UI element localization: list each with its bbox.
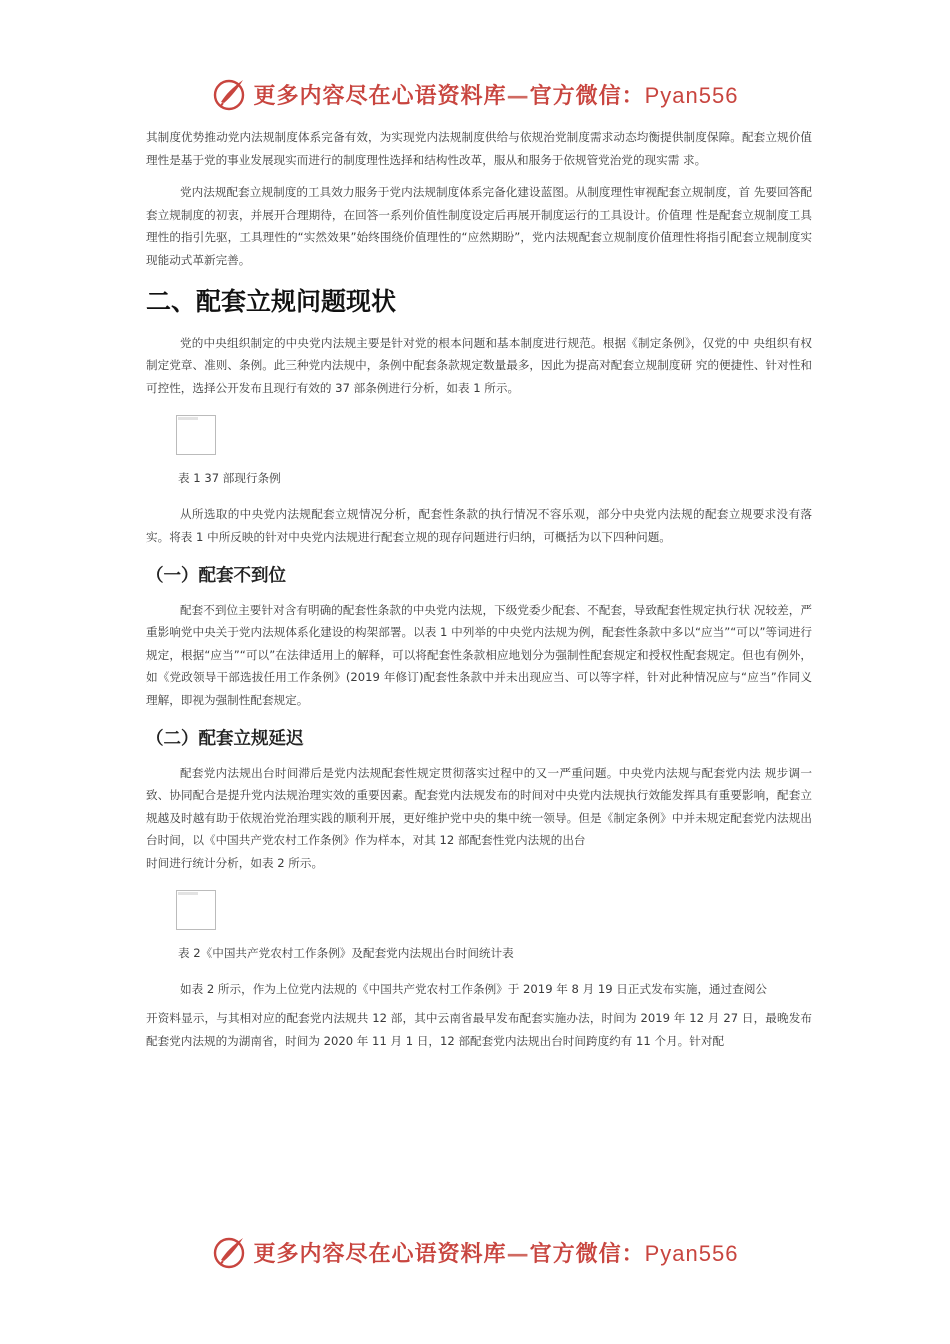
- table-2-caption: 表 2《中国共产党农村工作条例》及配套党内法规出台时间统计表: [178, 946, 514, 961]
- paragraph-6: 配套党内法规出台时间滞后是党内法规配套性规定贯彻落实过程中的又一严重问题。中央党内法规与配套党内法 规步调一致、协同配合是提升党内法规治理实效的重要因素。配套党内法规发布的时间对中央党内法规执行效能发挥具有重要影响，配套立规越及时越有助于依规治党治理实践的顺利开展，更好维护党中央的集中统一领导。但是《制定条例》中并未规定配套党内法规出台时间，以《中国共产党农村工作条例》作为样本，对其 12 部配套性党内法规的出台: [146, 765, 812, 848]
- table-1-image-placeholder: [176, 415, 216, 455]
- footer-banner-inner: [212, 1234, 739, 1270]
- footer-banner: [0, 1232, 950, 1272]
- header-banner-inner: [212, 76, 739, 112]
- header-banner-text: [254, 79, 739, 110]
- paragraph-1: 其制度优势推动党内法规制度体系完备有效，为实现党内法规制度供给与依规治党制度需求动态均衡提供制度保障。配套立规价值理性是基于党的事业发展现实而进行的制度理性选择和结构性改革，服从和服务于依规管党治党的现实需 求。: [146, 130, 812, 167]
- banner-wechat-id: Pyan556: [644, 82, 739, 108]
- quill-pen-logo-icon: [212, 76, 248, 112]
- subsection-heading-2: （二）配套立规延迟: [146, 728, 304, 749]
- quill-pen-logo-icon: [212, 1234, 248, 1270]
- footer-banner-text: [254, 1237, 739, 1268]
- banner-main: 更多内容尽在心语资料库: [253, 82, 507, 109]
- paragraph-4: 从所选取的中央党内法规配套立规情况分析，配套性条款的执行情况不容乐观，部分中央党内法规的配套立规要求没有落实。将表 1 中所反映的针对中央党内法规进行配套立规的现存问题进行归纳，可概括为以下四种问题。: [146, 507, 812, 544]
- subsection-heading-1: （一）配套不到位: [146, 565, 286, 586]
- paragraph-6-continued: 时间进行统计分析，如表 2 所示。: [146, 855, 324, 870]
- paragraph-3: 党的中央组织制定的中央党内法规主要是针对党的根本问题和基本制度进行规范。根据《制定条例》，仅党的中 央组织有权制定党章、准则、条例。此三种党内法规中，条例中配套条款规定数量最多，因此为提高对配套立规制度研 究的便捷性、针对性和可控性，选择公开发布且现行有效的 37 部条例进行分析，如表 1 所示。: [146, 335, 812, 395]
- banner-sep: —: [506, 82, 530, 109]
- document-body: [146, 126, 812, 1052]
- banner-wechat-id: Pyan556: [644, 1240, 739, 1266]
- header-banner: [0, 74, 950, 114]
- banner-tail: 官方微信：: [529, 82, 645, 109]
- banner-tail: 官方微信：: [529, 1240, 645, 1267]
- paragraph-2: 党内法规配套立规制度的工具效力服务于党内法规制度体系完备化建设蓝图。从制度理性审视配套立规制度，首 先要回答配套立规制度的初衷，并展开合理期待，在回答一系列价值性制度设定后再展开制度运行的工具设计。价值理 性是配套立规制度工具理性的指引先驱，工具理性的“实然效果”始终围绕价值理性的“应然期盼”，党内法规配套立规制度价值理性将指引配套立规制度实现能动式革新完善。: [146, 185, 812, 267]
- section-heading-2: 二、配套立规问题现状: [146, 286, 397, 316]
- paragraph-7: 如表 2 所示，作为上位党内法规的《中国共产党农村工作条例》于 2019 年 8 月 19 日正式发布实施，通过查阅公: [180, 982, 768, 997]
- paragraph-8: 开资料显示，与其相对应的配套党内法规共 12 部，其中云南省最早发布配套实施办法，时间为 2019 年 12 月 27 日，最晚发布配套党内法规的为湖南省，时间为 2020 年 11 月 1 日，12 部配套党内法规出台时间跨度约有 11 个月。针对配: [146, 1011, 812, 1048]
- table-1-caption: 表 1 37 部现行条例: [178, 471, 281, 486]
- paragraph-5: 配套不到位主要针对含有明确的配套性条款的中央党内法规，下级党委少配套、不配套，导致配套性规定执行状 况较差，严重影响党中央关于党内法规体系化建设的构架部署。以表 1 中列举的中央党内法规为例，配套性条款中多以“应当”“可以”等词进行规定，根据“应当”“可以”在法律适用上的解释，可以将配套性条款相应地划分为强制性配套规定和授权性配套规定。但也有例外，如《党政领导干部选拔任用工作条例》(2019 年修订)配套性条款中并未出现应当、可以等字样，针对此种情况应与“应当”作同义理解，即视为强制性配套规定。: [146, 602, 812, 707]
- banner-main: 更多内容尽在心语资料库: [253, 1240, 507, 1267]
- table-2-image-placeholder: [176, 890, 216, 930]
- banner-sep: —: [506, 1240, 530, 1267]
